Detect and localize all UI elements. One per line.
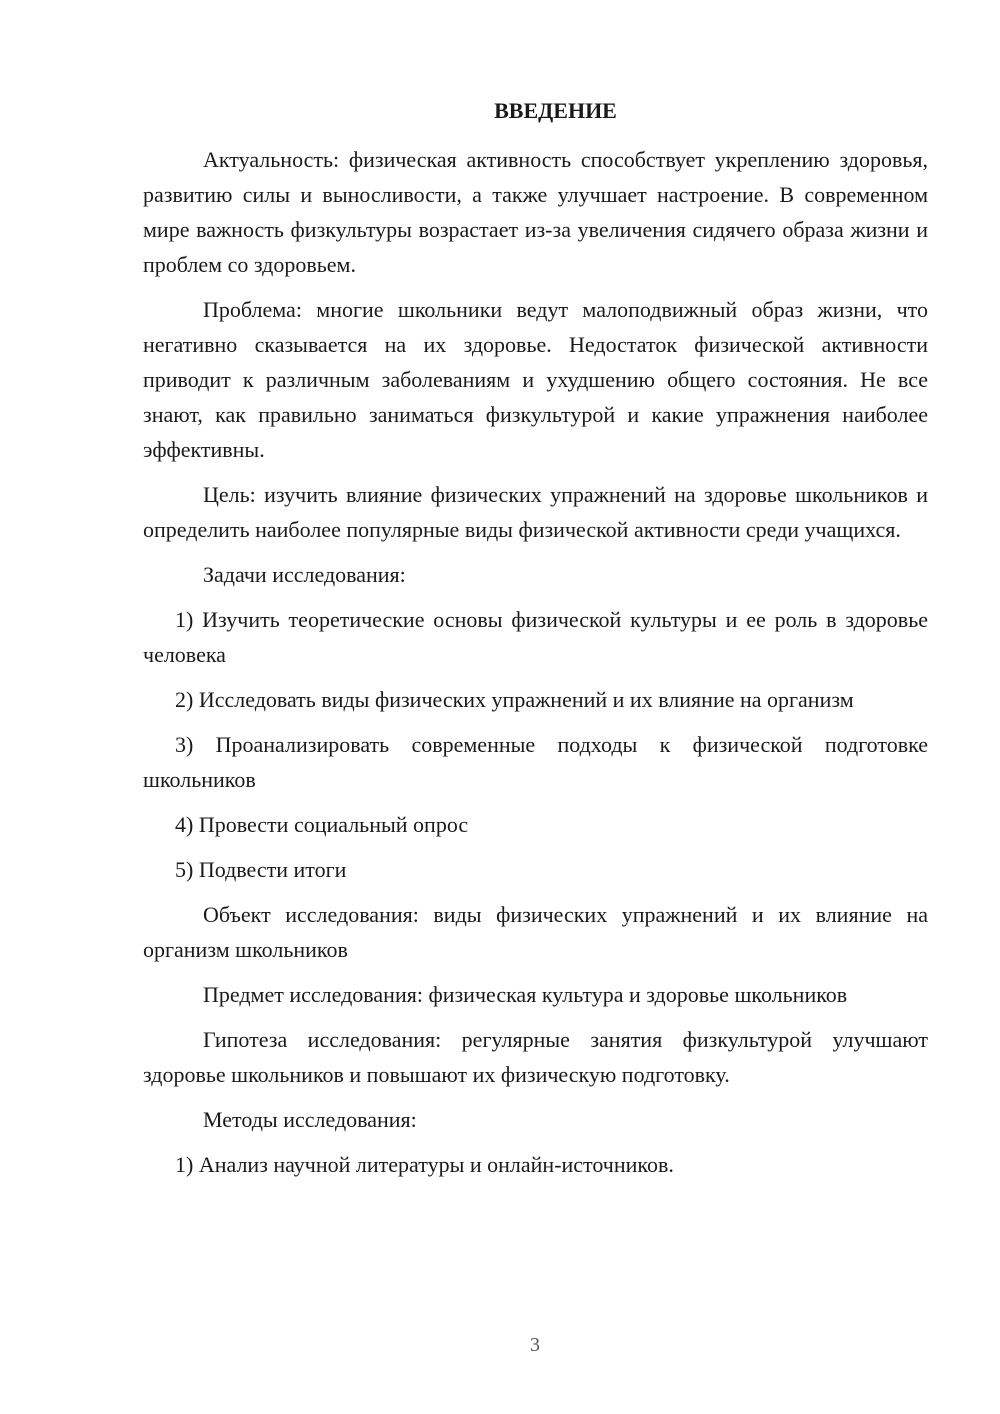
paragraph-goal: Цель: изучить влияние физических упражнений на здоровье школьников и определить наиболее популярные виды физической активности среди учащихся. <box>143 482 928 542</box>
tasks-heading: Задачи исследования: <box>203 562 406 587</box>
paragraph-hypothesis: Гипотеза исследования: регулярные занятия физкультурой улучшают здоровье школьников и повышают их физическую подготовку. <box>143 1027 928 1087</box>
task-item-3: 3) Проанализировать современные подходы к физической подготовке школьников <box>143 732 928 792</box>
paragraph-relevance: Актуальность: физическая активность способствует укреплению здоровья, развитию силы и выносливости, а также улучшает настроение. В современном мире важность физкультуры возрастает из-за увеличения сидячего образа жизни и проблем со здоровьем. <box>143 147 928 277</box>
paragraph-problem: Проблема: многие школьники ведут малоподвижный образ жизни, что негативно сказывается на их здоровье. Недостаток физической активности приводит к различным заболеваниям и ухудшению общего состояния. Не все знают, как правильно заниматься физкультурой и какие упражнения наиболее эффективны. <box>143 297 928 462</box>
document-body <box>143 96 928 1192</box>
task-item-2: 2) Исследовать виды физических упражнений и их влияние на организм <box>175 687 854 712</box>
paragraph-object: Объект исследования: виды физических упражнений и их влияние на организм школьников <box>143 902 928 962</box>
task-item-5: 5) Подвести итоги <box>175 857 347 882</box>
method-item-1: 1) Анализ научной литературы и онлайн-источников. <box>175 1152 674 1177</box>
page-title: ВВЕДЕНИЕ <box>494 98 617 123</box>
task-item-1: 1) Изучить теоретические основы физической культуры и ее роль в здоровье человека <box>143 607 928 667</box>
methods-heading: Методы исследования: <box>203 1107 417 1132</box>
task-item-4: 4) Провести социальный опрос <box>175 812 469 837</box>
page-number: 3 <box>530 1334 540 1356</box>
paragraph-subject: Предмет исследования: физическая культура и здоровье школьников <box>203 982 848 1007</box>
